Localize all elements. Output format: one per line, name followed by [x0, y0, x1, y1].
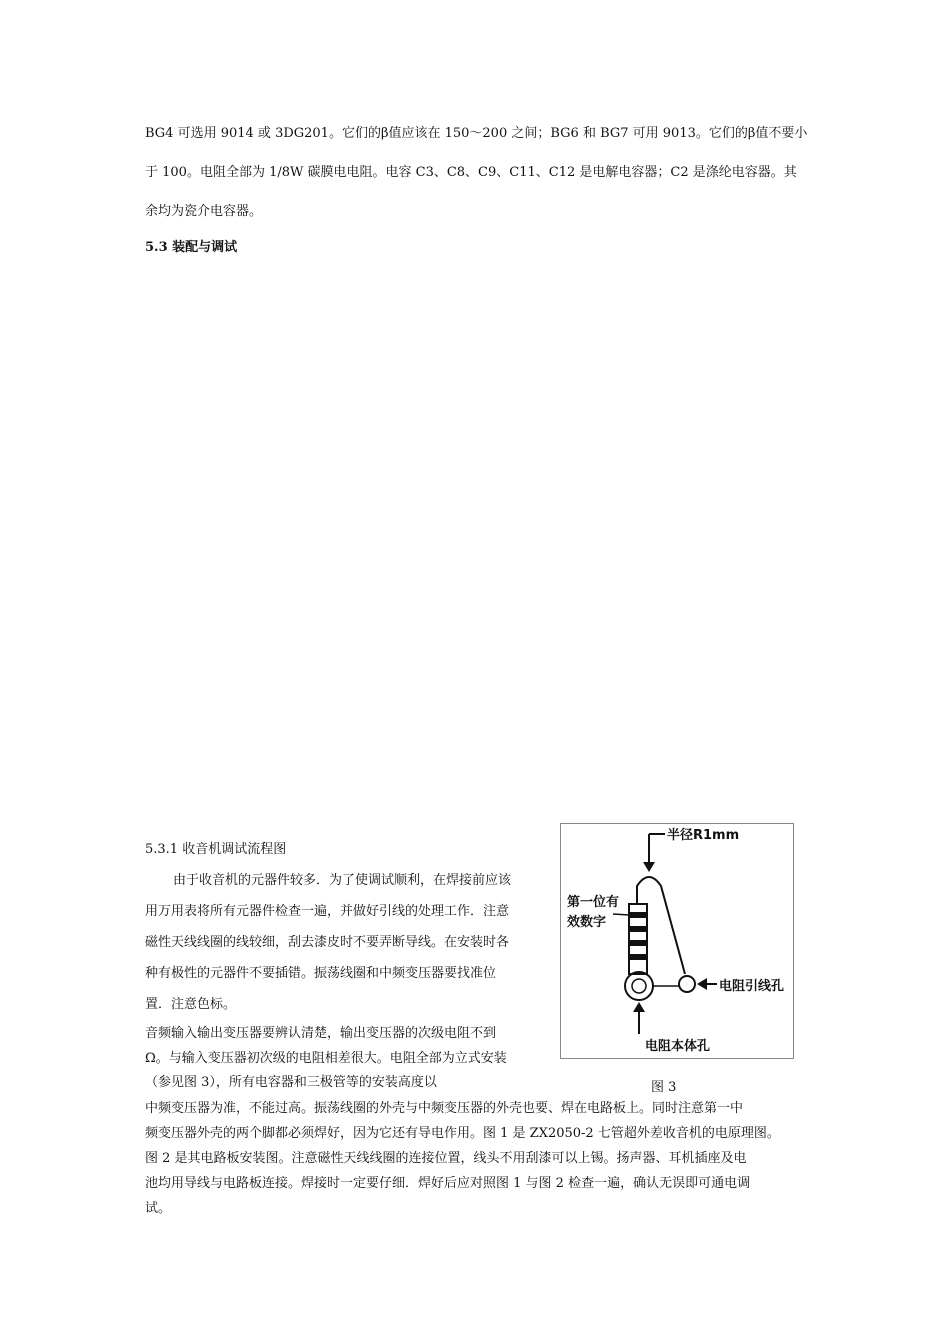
paragraph-line: 中频变压器为准，不能过高。振荡线圈的外壳与中频变压器的外壳也要、焊在电路板上。同时注意第一中 [145, 1101, 744, 1116]
first-digit-label: 第一位有 [567, 895, 620, 910]
body-hole [625, 972, 653, 1000]
paragraph-line: 用万用表将所有元器件检查一遍，并做好引线的处理工作．注意 [145, 904, 510, 919]
paragraph-line: 于 100。电阻全部为 1/8W 碳膜电电阻。电容 C3、C8、C9、C11、C12 是电解电容器；C2 是涤纶电容器。其 [145, 165, 797, 180]
body-hole-arrowhead [633, 1002, 645, 1012]
paragraph-line: 音频输入输出变压器要辨认清楚，输出变压器的次级电阻不到 [145, 1026, 497, 1041]
body-hole-inner [632, 979, 646, 993]
resistor-diagram [561, 824, 795, 1060]
paragraph-line: 置．注意色标。 [145, 997, 237, 1012]
paragraph-line: BG4 可选用 9014 或 3DG201。它们的β值应该在 150～200 之间；BG6 和 BG7 可用 9013。它们的β值不要小 [145, 126, 808, 141]
color-band [629, 912, 647, 918]
radius-arrowhead [643, 862, 655, 872]
first-digit-label: 效数字 [567, 915, 607, 930]
subsection-heading: 5.3.1 收音机调试流程图 [145, 842, 287, 857]
color-band [629, 926, 647, 932]
paragraph-line: 试。 [145, 1201, 172, 1216]
body-hole-label: 电阻本体孔 [645, 1039, 711, 1054]
paragraph-line: 余均为瓷介电容器。 [145, 204, 263, 219]
lead-hole-label: 电阻引线孔 [719, 979, 785, 994]
paragraph-line: 池均用导线与电路板连接。焊接时一定要仔细．焊好后应对照图 1 与图 2 检查一遍，确认无误即可通电调 [145, 1176, 751, 1191]
figure-caption: 图 3 [651, 1080, 677, 1095]
paragraph-line: （参见图 3），所有电容器和三极管等的安装高度以 [145, 1075, 437, 1090]
paragraph-line: 磁性天线线圈的线较细，刮去漆皮时不要弄断导线。在安装时各 [145, 935, 510, 950]
color-band [629, 954, 647, 960]
lead-hole-arrowhead [697, 978, 707, 990]
radius-label: 半径R1mm [667, 828, 740, 843]
lead-hole [679, 976, 695, 992]
color-band [629, 940, 647, 946]
first-digit-pointer [613, 914, 629, 915]
section-heading: 5.3 装配与调试 [145, 240, 238, 255]
paragraph-line: 由于收音机的元器件较多．为了使调试顺利，在焊接前应该 [173, 873, 512, 888]
paragraph-line: 频变压器外壳的两个脚都必须焊好，因为它还有导电作用。图 1 是 ZX2050-2 七管超外差收音机的电原理图。 [145, 1126, 780, 1141]
figure-3-resistor-mounting-diagram [560, 823, 794, 1059]
paragraph-line: 种有极性的元器件不要插错。振荡线圈和中频变压器要找准位 [145, 966, 497, 981]
paragraph-line: Ω。与输入变压器初次级的电阻相差很大。电阻全部为立式安装 [145, 1051, 507, 1066]
paragraph-line: 图 2 是其电路板安装图。注意磁性天线线圈的连接位置，线头不用刮漆可以上锡。扬声器、耳机插座及电 [145, 1151, 747, 1166]
